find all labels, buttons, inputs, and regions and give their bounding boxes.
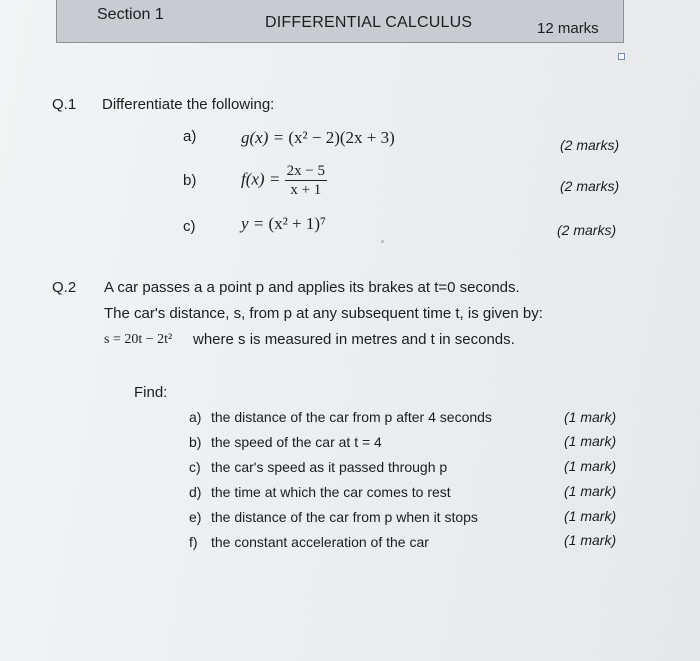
q2-line-2: The car's distance, s, from p at any subsequent time t, is given by: (104, 305, 543, 322)
list-item-label: b) (189, 434, 202, 450)
section-marks: 12 marks (537, 20, 599, 37)
q1-number: Q.1 (52, 96, 77, 113)
q2-line-3: where s is measured in metres and t in seconds. (193, 331, 515, 348)
list-item-marks: (1 mark) (564, 532, 617, 548)
list-item-text: the constant acceleration of the car (211, 534, 429, 550)
list-item-marks: (1 mark) (564, 458, 617, 474)
q1-part-a-lhs: g(x) = (241, 128, 289, 147)
q2-line-1: A car passes a a point p and applies its brakes at t=0 seconds. (104, 279, 520, 296)
list-item (189, 409, 492, 425)
q1-part-a-expression (241, 128, 395, 148)
q1-part-a-label: a) (183, 128, 197, 145)
list-item-label: e) (189, 509, 202, 525)
list-item-text: the time at which the car comes to rest (211, 484, 451, 500)
list-item-text: the car's speed as it passed through p (211, 459, 448, 475)
q1-part-c-expression (241, 214, 326, 234)
q2-number: Q.2 (52, 279, 77, 296)
list-item-text: the distance of the car from p after 4 seconds (211, 409, 492, 425)
list-item-marks: (1 mark) (564, 433, 617, 449)
list-item-label: f) (189, 534, 198, 550)
fraction-denominator: x + 1 (290, 182, 322, 198)
list-item-marks: (1 mark) (564, 508, 617, 524)
resize-handle (618, 53, 625, 60)
list-item-label: c) (189, 459, 201, 475)
list-item-marks: (1 mark) (564, 409, 617, 425)
fraction-numerator: 2x − 5 (286, 163, 326, 179)
q1-prompt: Differentiate the following: (102, 96, 275, 113)
list-item-text: the speed of the car at t = 4 (211, 434, 382, 450)
list-item (189, 484, 451, 500)
section-title: DIFFERENTIAL CALCULUS (265, 14, 473, 31)
list-item (189, 434, 382, 450)
section-header (56, 0, 624, 43)
q1-part-b-lhs: f(x) = (241, 169, 285, 189)
speck-mark (381, 240, 384, 243)
q2-find-label: Find: (134, 384, 168, 401)
q2-equation: s = 20t − 2t² (104, 332, 173, 347)
q1-part-a-marks: (2 marks) (560, 137, 620, 153)
q1-part-b-expression (241, 162, 327, 199)
list-item-label: d) (189, 484, 202, 500)
q1-part-c-label: c) (183, 218, 196, 235)
q1-part-c-lhs: y = (241, 214, 269, 233)
q1-part-c-marks: (2 marks) (557, 222, 617, 238)
list-item (189, 459, 447, 475)
list-item (189, 509, 478, 525)
q1-part-c-rhs: (x² + 1)⁷ (268, 214, 326, 233)
q1-part-b-label: b) (183, 172, 197, 189)
list-item-label: a) (189, 409, 202, 425)
fraction (285, 162, 327, 199)
list-item-marks: (1 mark) (564, 483, 617, 499)
list-item-text: the distance of the car from p when it stops (211, 509, 478, 525)
q1-part-a-rhs: (x² − 2)(2x + 3) (288, 128, 395, 147)
q1-part-b-marks: (2 marks) (560, 178, 620, 194)
section-label: Section 1 (97, 6, 164, 23)
list-item (189, 534, 429, 550)
